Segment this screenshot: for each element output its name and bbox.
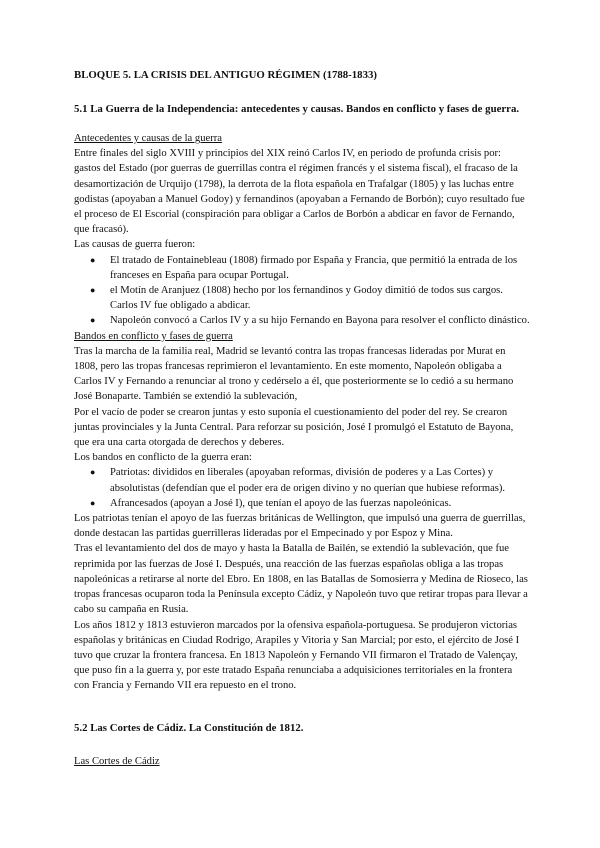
paragraph-patriotas: Los patriotas tenían el apoyo de las fuerzas británicas de Wellington, que impulsó una guerra de guerrillas, donde destacan las partidas guerrilleras lideradas por el Empecinado y por Espoz y Mina. [74,513,526,540]
list-item: ● Patriotas: divididos en liberales (apoyaban reformas, división de poderes y a Las Cortes) y absolutistas (defendían que el poder era de origen divino y no querían que hubiese reformas). [110,465,530,495]
paragraph-antecedentes: Entre finales del siglo XVIII y principios del XIX reinó Carlos IV, en periodo de profunda crisis por: gastos del Estado (por guerras de guerrillas contra el régimen francés y el sistema fiscal), el fracaso de la desamortización de Urquijo (1798), la derrota de la flota española en Trafalgar (1805) y las luchas entre godistas (apoyaban a Manuel Godoy) y fernandinos (apoyaban a Fernando de Borbón); cuyo resultado fue el proceso de El Escorial (conspiración para obligar a Carlos de Borbón a abdicar en favor de Fernando, que fracasó). [74,148,525,236]
list-item: ● Napoleón convocó a Carlos IV y a su hijo Fernando en Bayona para resolver el conflicto dinástico. [110,313,530,328]
document-title: BLOQUE 5. LA CRISIS DEL ANTIGUO RÉGIMEN (1788-1833) [74,69,377,81]
list-item: ● El tratado de Fontainebleau (1808) firmado por España y Francia, que permitió la entrada de los franceses en España para ocupar Portugal. [110,253,530,283]
paragraph-ofensiva: Los años 1812 y 1813 estuvieron marcados por la ofensiva española-portuguesa. Se produjeron victorias españolas y británicas en Ciudad Rodrigo, Arapiles y Vitoria y San Marcial; por esto, el ejército de José I tuvo que cruzar la frontera francesa. En 1813 Napoleón y Fernando VII firmaron el Tratado de Valençay, que puso fin a la guerra y, por este tratado España renunciaba a adquisiciones territoriales en la frontera con Francia y Fernando VII era repuesto en el trono. [74,619,520,692]
subheading-bandos: Bandos en conflicto y fases de guerra [74,330,233,342]
paragraph-causas-intro: Las causas de guerra fueron: [74,239,196,251]
paragraph-bandos-intro: Los bandos en conflicto de la guerra eran: [74,452,252,464]
paragraph-juntas: Por el vacío de poder se crearon juntas y esto suponía el cuestionamiento del poder del rey. Se crearon juntas provinciales y la Junta Central. Para reforzar su posición, José I promulgó el Estatuto de Bayona, que era una carta otorgada de derechos y deberes. [74,406,514,449]
sides-list [74,465,530,511]
paragraph-fases: Tras el levantamiento del dos de mayo y hasta la Batalla de Bailén, se extendió la sublevación, que fue reprimida por las fuerzas de José I. Después, una reacción de las fuerzas españolas obliga a las tropas napoleónicas a retirarse al norte del Ebro. En 1808, en las Batallas de Somosierra y Medina de Rioseco, las tropas francesas ocuparon toda la Península excepto Cádiz, y Napoleón tuvo que retirar tropas para llevar a cabo su campaña en Rusia. [74,543,528,616]
list-item: ● Afrancesados (apoyan a José I), que tenían el apoyo de las fuerzas napoleónicas. [110,496,530,511]
section-2-title: 5.2 Las Cortes de Cádiz. La Constitución de 1812. [74,721,304,734]
section-1-title: 5.1 La Guerra de la Independencia: antecedentes y causas. Bandos en conflicto y fases de guerra. [74,103,520,115]
list-item: ● el Motín de Aranjuez (1808) hecho por los fernandinos y Godoy dimitió de todos sus cargos. Carlos IV fue obligado a abdicar. [110,283,530,313]
causes-list [74,253,530,329]
paragraph-levantamiento: Tras la marcha de la familia real, Madrid se levantó contra las tropas francesas lideradas por Murat en 1808, pero las tropas francesas reprimieron el levantamiento. En este momento, Napoleón obligaba a Carlos IV y Fernando a renunciar al trono y cedérselo a él, que posteriormente se lo cedió a su hermano José Bonaparte. También se extendió la sublevación, [74,345,514,403]
subheading-cortes: Las Cortes de Cádiz [74,755,160,767]
subheading-antecedentes: Antecedentes y causas de la guerra [74,133,222,144]
